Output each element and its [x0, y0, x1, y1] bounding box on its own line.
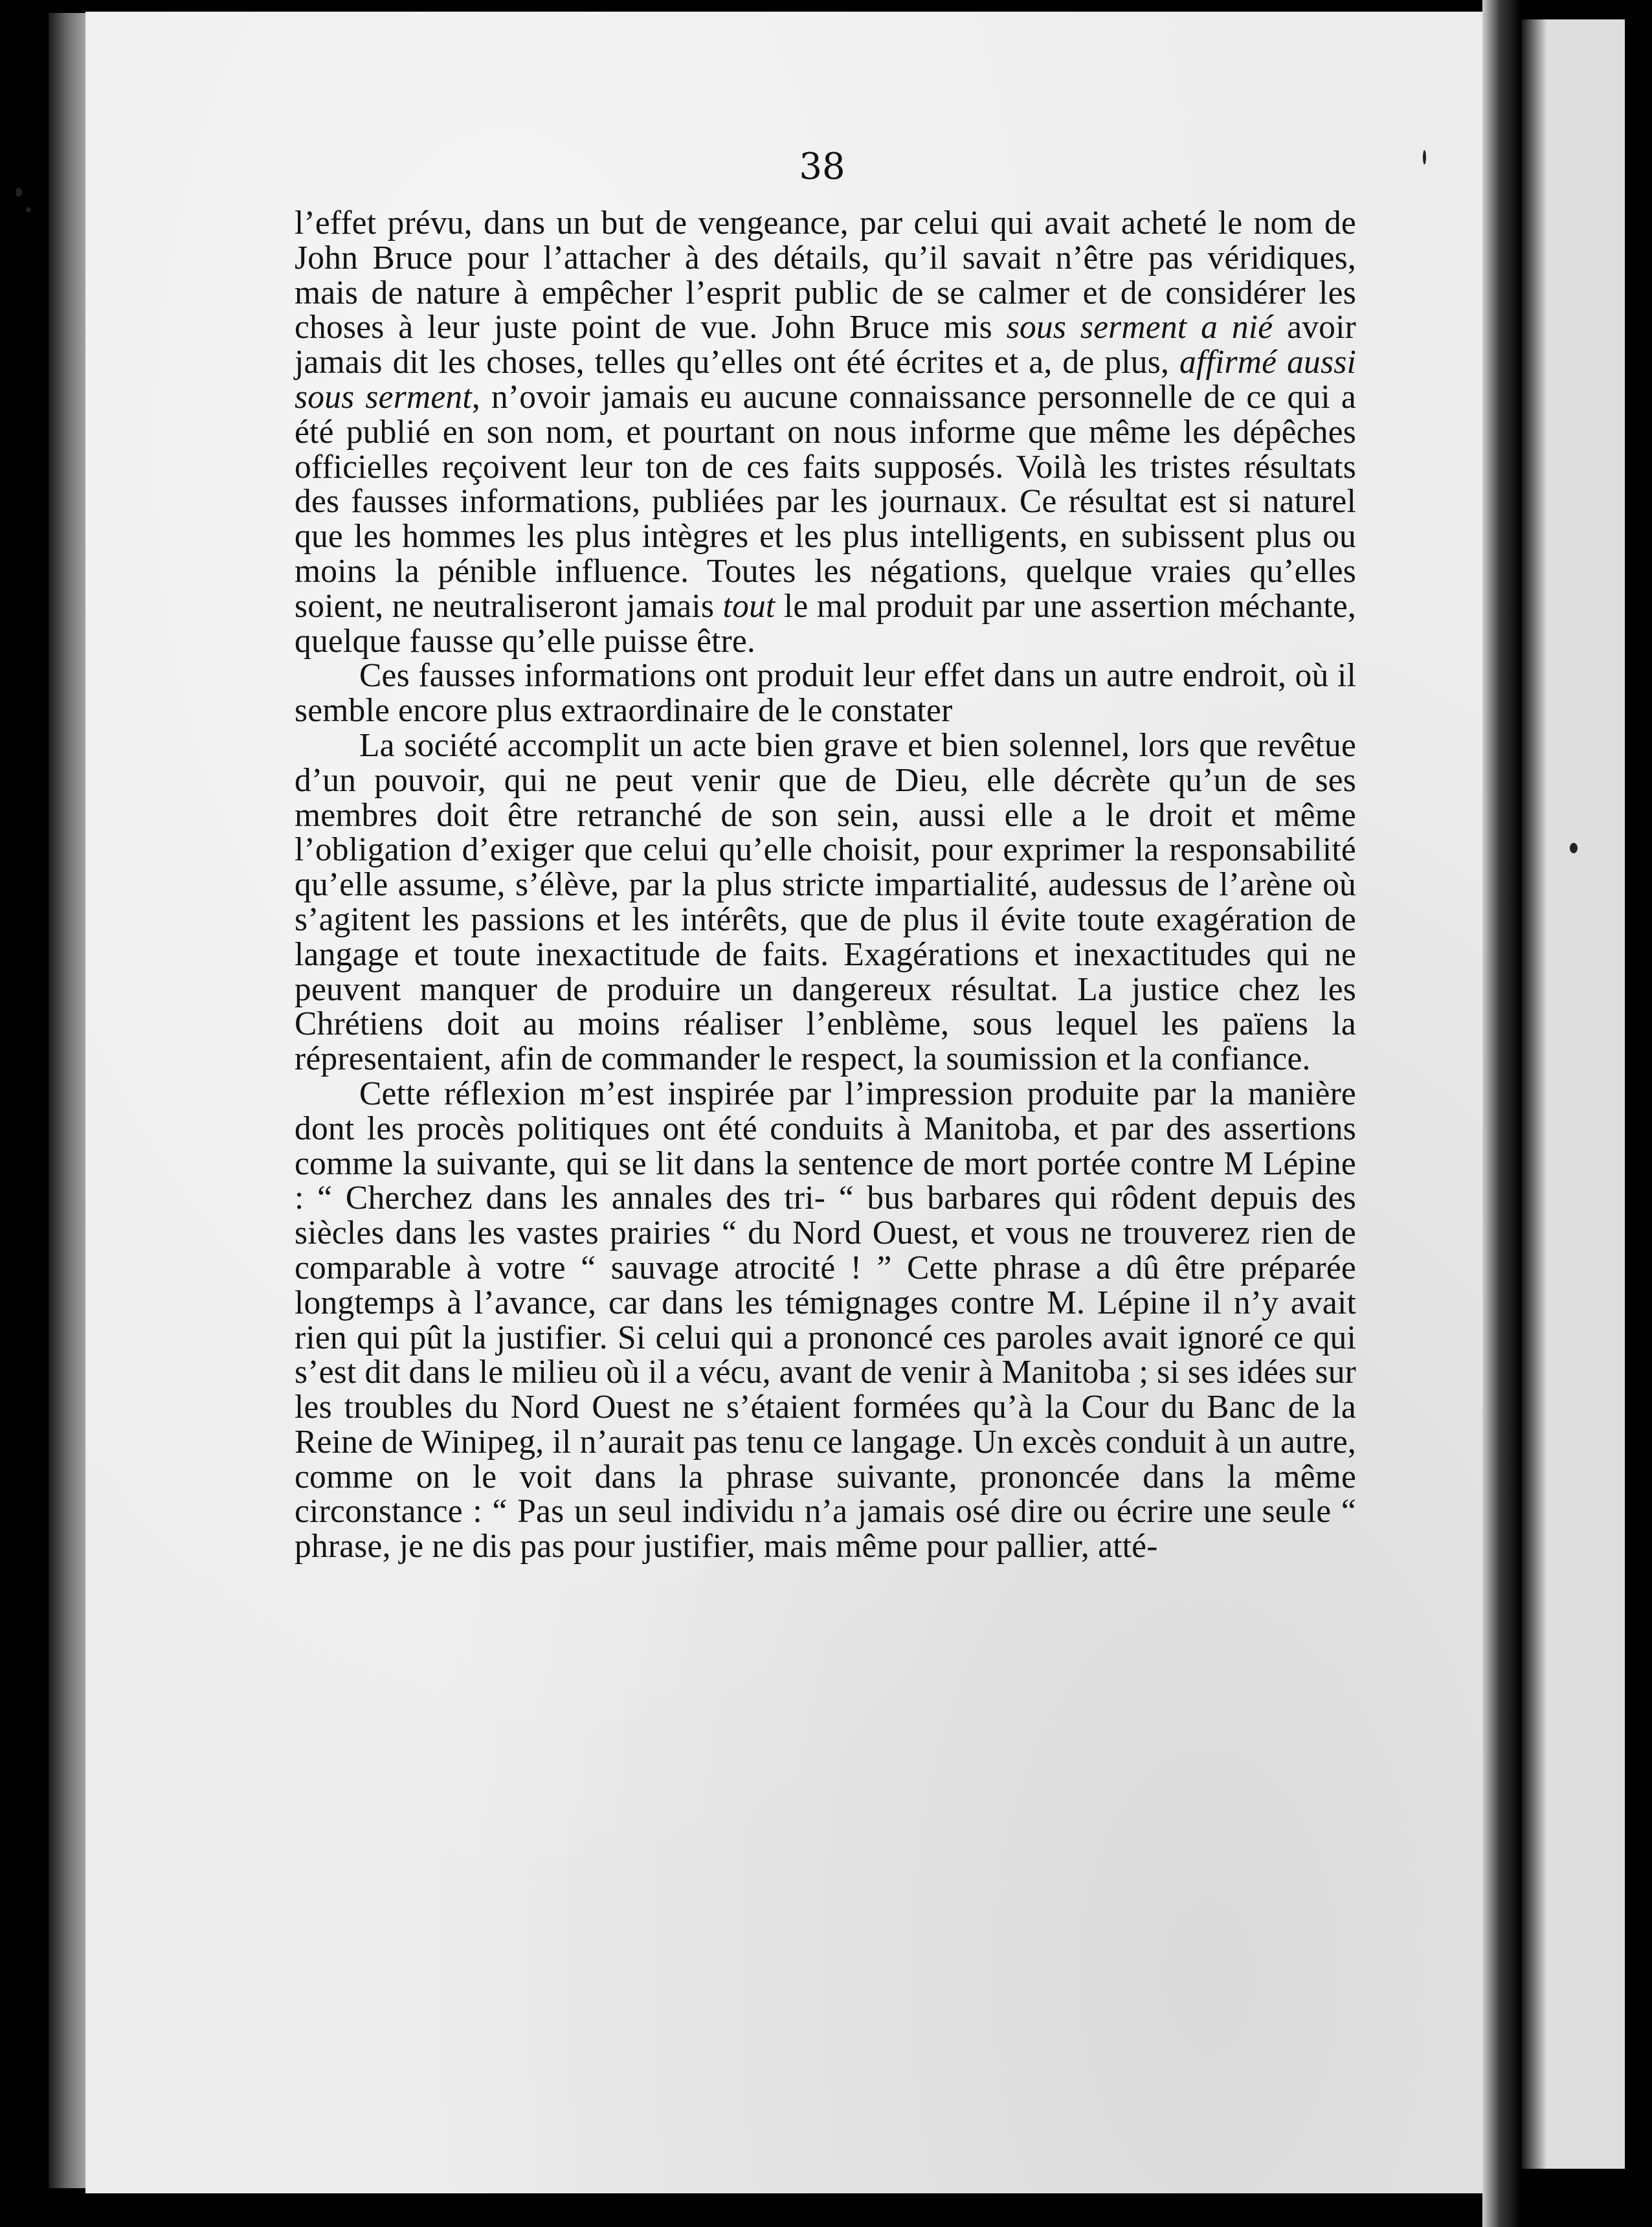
text-run: Cette réflexion m’est inspirée par l’impression produite par la manière dont les procès politiques ont été conduits à Manitoba, et par des assertions comme la suivante, qui se lit dans la sentence de mort portée contre M Lépine : “ Cherchez dans les annales des tri- “ bus barbares qui rôdent depuis des siècles dans les vastes prairies “ du Nord Ouest, et vous ne trouverez rien de comparable à votre “ sauvage atrocité ! ” Cette phrase a dû être préparée longtemps à l’avance, car dans les témignages contre M. Lépine il n’y avait rien qui pût la justifier. Si celui qui a prononcé ces paroles avait ignoré ce qui s’est dit dans le milieu où il a vécu, avant de venir à Manitoba ; si ses idées sur les troubles du Nord Ouest ne s’étaient formées qu’à la Cour du Banc de la Reine de Winipeg, il n’aurait pas tenu ce langage. Un excès conduit à un autre, comme on le voit dans la phrase suivante, prononcée dans la même circonstance : “ Pas un seul individu n’a jamais osé dire ou écrire une seule “ phrase, je ne dis pas pour justifier, mais même pour pallier, atté- — [295, 1075, 1356, 1565]
binding-gutter — [1482, 0, 1521, 2227]
scan-speck — [16, 188, 22, 197]
facing-page-shadow — [1521, 19, 1547, 2169]
italic-text: affirmé aussi sous serment — [295, 344, 1357, 416]
paragraph — [295, 728, 1356, 1077]
italic-text: sous serment a nié — [1006, 309, 1273, 346]
paragraph — [295, 206, 1356, 658]
paragraph — [295, 1077, 1356, 1564]
text-run: le mal produit par une assertion méchante, quelque fausse qu’elle puisse être. — [295, 587, 1356, 660]
body-text — [295, 206, 1356, 1564]
text-run: La société accomplit un acte bien grave et bien solennel, lors que revêtue d’un pouvoir, qui ne peut venir que de Dieu, elle décrète qu’un de ses membres doit être retranché de son sein, aussi elle a le droit et même l’obligation d’exiger que celui qu’elle choisit, pour exprimer la responsabilité qu’elle assume, s’élève, par la plus stricte impartialité, audessus de l’arène où s’agitent les passions et les intérêts, que de plus il évite toute exagération de langage et toute inexactitude de faits. Exagérations et inexactitudes qui ne peuvent manquer de produire un dangereux résultat. La justice chez les Chrétiens doit au moins réaliser l’enblème, sous lequel les païens la répresentaient, afin de commander le respect, la soumission et la confiance. — [295, 726, 1356, 1078]
text-run: l’effet prévu, dans un but de vengeance, par celui qui avait acheté le nom de John Bruce pour l’attacher à des détails, qu’il savait n’être pas véridiques, mais de nature à empêcher l’esprit public de se calmer et de considérer les choses à leur juste point de vue. John Bruce mis — [295, 205, 1356, 346]
scan-speck — [26, 207, 31, 212]
text-run: avoir jamais dit les choses, telles qu’elles ont été écrites et a, de plus, — [295, 309, 1356, 381]
scan-speck — [1570, 843, 1578, 853]
italic-text: tout — [722, 587, 776, 625]
paragraph — [295, 658, 1356, 728]
text-run: , n’ovoir jamais eu aucune connaissance personnelle de ce qui a été publié en son nom, et pourtant on nous informe que même les dépêches officielles reçoivent leur ton de ces faits supposés. Voilà les tristes résultats des fausses informations, publiées par les journaux. Ce résultat est si naturel que les hommes les plus intègres et les plus intelligents, en subissent plus ou moins la pénible influence. Toutes les négations, quelque vraies qu’elles soient, ne neutraliseront jamais — [295, 378, 1356, 625]
scan-speck — [1423, 150, 1426, 164]
text-run: Ces fausses informations ont produit leur effet dans un autre endroit, où il semble encore plus extraordinaire de le constater — [295, 657, 1356, 730]
page-number: 38 — [799, 146, 845, 188]
